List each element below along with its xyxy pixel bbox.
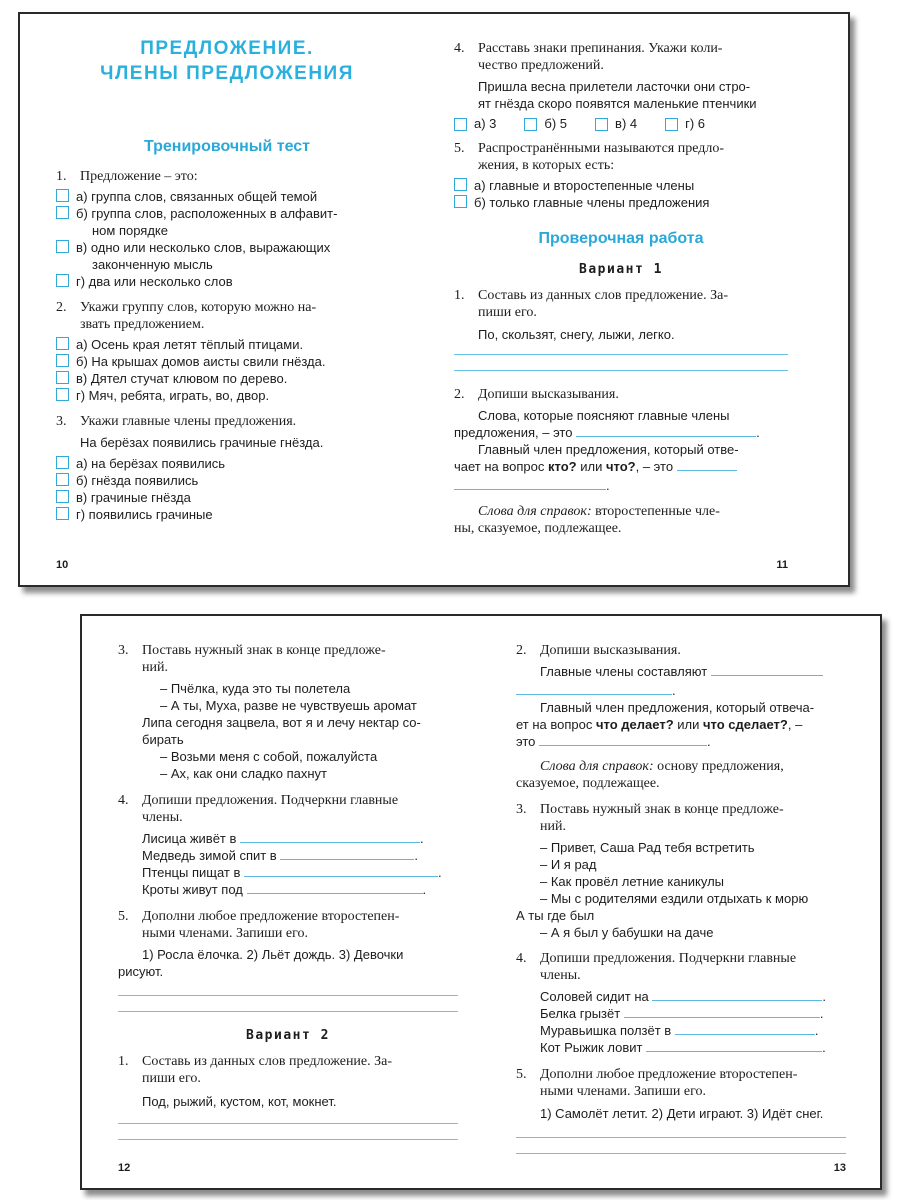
- choice-a[interactable]: а) 3: [454, 116, 496, 131]
- question-4: 4. Расставь знаки препинания. Укажи коли- чество предложений. Пришла весна прилетели ласточки они стро- ят гнёзда скоро появятся маленькие птенчики а) 3 б) 5 в) 4 г) 6: [454, 41, 757, 131]
- checkbox[interactable]: [56, 274, 69, 287]
- option-b[interactable]: б) только главные члены предложения: [454, 194, 788, 211]
- answer-blank[interactable]: [646, 1039, 822, 1052]
- variant1-question-1: 1. Составь из данных слов предложение. За- пиши его. По, скользят, снегу, лыжи, легко.: [454, 287, 788, 371]
- checkbox[interactable]: [56, 473, 69, 486]
- checkbox[interactable]: [454, 118, 467, 131]
- page-13: 2. Допиши высказывания. Главные члены составляют . Главный член предложения, который отвеча- ет на вопрос что делает? или что сделает?, – это . Слова для справок: основу предложения, сказуемое, подлежащее. 3. Поставь нужный знак в конце предложе- ний. – Привет, Саша Рад тебя встретить – И я рад – Как провёл летние каникулы – Мы с родителями ездили отдыхать к морю А ты где был – А я был у бабушки на даче 4. Допиши предложения. Подчеркни главные члены. Соловей сидит на . Белка грызёт . Муравьишка ползёт в . Кот Рыжик ловит . 5. Дополни любое предложение второстепен- ными членами. Запиши его. 1) Самолёт летит. 2) Дети играют. 3) Идёт снег. 13: [516, 643, 846, 1174]
- page-number: 12: [118, 1162, 131, 1174]
- section-heading: Проверочная работа: [538, 230, 704, 247]
- answer-blank[interactable]: [576, 424, 756, 437]
- checkbox[interactable]: [56, 371, 69, 384]
- choice-d[interactable]: г) 6: [665, 116, 705, 131]
- variant-heading: Вариант 1: [579, 262, 663, 277]
- page-12: [118, 616, 458, 1188]
- option-a[interactable]: а) главные и второстепенные члены: [454, 177, 788, 194]
- question-5: 5. Дополни любое предложение второстепен- ными членами. Запиши его. 1) Самолёт летит. 2) Дети играют. 3) Идёт снег.: [516, 1066, 846, 1154]
- checkbox[interactable]: [454, 195, 467, 208]
- question-3: 3. Поставь нужный знак в конце предложе- ний. – Пчёлка, куда это ты полетела – А ты, Муха, разве не чувствуешь аромат Липа сегодня зацвела, вот я и лечу нектар со- бирать – Возьми меня с собой, пожалуйста – Ах, как они сладко пахнут: [118, 643, 421, 781]
- answer-blank[interactable]: [675, 1022, 815, 1035]
- option-b[interactable]: б) На крышах домов аисты свили гнёзда.: [56, 353, 398, 370]
- answer-line[interactable]: [454, 370, 788, 371]
- checkbox[interactable]: [56, 490, 69, 503]
- checkbox[interactable]: [56, 456, 69, 469]
- answer-blank[interactable]: [454, 477, 606, 490]
- answer-blank[interactable]: [244, 864, 438, 877]
- checkbox[interactable]: [56, 189, 69, 202]
- checkbox[interactable]: [56, 337, 69, 350]
- answer-line[interactable]: [516, 1137, 846, 1138]
- answer-line[interactable]: [454, 354, 788, 355]
- variant-heading: Вариант 2: [246, 1028, 330, 1043]
- checkbox[interactable]: [56, 240, 69, 253]
- checkbox[interactable]: [56, 206, 69, 219]
- answer-blank[interactable]: [280, 847, 414, 860]
- answer-blank[interactable]: [711, 663, 823, 676]
- spread-pages-12-13: [80, 614, 882, 1190]
- reference-words: Слова для справок: второстепенные чле-: [478, 504, 720, 519]
- checkbox[interactable]: [56, 507, 69, 520]
- option-a[interactable]: а) группа слов, связанных общей темой: [56, 188, 398, 205]
- answer-blank[interactable]: [677, 458, 737, 471]
- option-d[interactable]: г) два или несколько слов: [56, 273, 398, 290]
- checkbox[interactable]: [56, 388, 69, 401]
- choice-b[interactable]: б) 5: [524, 116, 567, 131]
- question-3: 3. Поставь нужный знак в конце предложе- ний. – Привет, Саша Рад тебя встретить – И я рад – Как провёл летние каникулы – Мы с родителями ездили отдыхать к морю А ты где был – А я был у бабушки на даче: [516, 802, 809, 940]
- reference-words: Слова для справок: основу предложения,: [540, 759, 784, 774]
- question-4: 4. Допиши предложения. Подчеркни главные члены. Соловей сидит на . Белка грызёт . Муравьишка ползёт в . Кот Рыжик ловит .: [516, 951, 826, 1055]
- question-3: 3. Укажи главные члены предложения. На берёзах появились грачиные гнёзда. а) на берёзах появились б) гнёзда появились в) грачиные гнёзда г) появились грачиные: [56, 413, 398, 523]
- option-c[interactable]: в) одно или несколько слов, выражающих: [56, 239, 398, 256]
- option-d[interactable]: г) Мяч, ребята, играть, во, двор.: [56, 387, 398, 404]
- checkbox[interactable]: [595, 118, 608, 131]
- page-number: 10: [56, 559, 69, 571]
- option-c[interactable]: в) грачиные гнёзда: [56, 489, 398, 506]
- answer-blank[interactable]: [539, 733, 707, 746]
- answer-blank[interactable]: [247, 881, 423, 894]
- answer-blank[interactable]: [240, 830, 420, 843]
- page-number: 11: [776, 559, 788, 571]
- answer-blank[interactable]: [624, 1005, 820, 1018]
- question-2: 2. Укажи группу слов, которую можно на- звать предложением. а) Осень края летят тёплый птицами. б) На крышах домов аисты свили гнёзда. в) Дятел стучат клювом по дерево. г) Мяч, ребята, играть, во, двор.: [56, 299, 398, 404]
- option-b[interactable]: б) группа слов, расположенных в алфавит-: [56, 205, 398, 222]
- section-heading: Тренировочный тест: [143, 138, 311, 155]
- option-b[interactable]: б) гнёзда появились: [56, 472, 398, 489]
- spread-pages-10-11: [18, 12, 850, 587]
- variant2-question-1: 1. Составь из данных слов предложение. За- пиши его. Под, рыжий, кустом, кот, мокнет.: [118, 1053, 458, 1140]
- answer-line[interactable]: [118, 995, 458, 996]
- answer-line[interactable]: [118, 1123, 458, 1124]
- answer-line[interactable]: [118, 1139, 458, 1140]
- page-10: [56, 14, 398, 585]
- option-c[interactable]: в) Дятел стучат клювом по дерево.: [56, 370, 398, 387]
- page-number: 13: [833, 1162, 846, 1174]
- answer-line[interactable]: [118, 1011, 458, 1012]
- checkbox[interactable]: [524, 118, 537, 131]
- answer-line[interactable]: [516, 1153, 846, 1154]
- checkbox[interactable]: [665, 118, 678, 131]
- checkbox[interactable]: [454, 178, 467, 191]
- page-11: 4. Расставь знаки препинания. Укажи коли- чество предложений. Пришла весна прилетели ласточки они стро- ят гнёзда скоро появятся маленькие птенчики а) 3 б) 5 в) 4 г) 6 5. Распространёнными называются предло- жения, в которых есть: а) главные и второстепенные члены б) только главные члены предложения Проверочная работа Вариант 1 1. Составь из данных слов предложение. За- пиши его. По, скользят, снегу, лыжи, легко. 2. Допиши высказывания. Слова, которые поясняют главные члены предложения, – это . Главный член предложения, который отве- чает на вопрос кто? или что?, – это . Слова для справок: второстепенные чле- ны, сказуемое, подлежащее. 11: [454, 41, 788, 571]
- option-d[interactable]: г) появились грачиные: [56, 506, 398, 523]
- page-title: ПРЕДЛОЖЕНИЕ. ЧЛЕНЫ ПРЕДЛОЖЕНИЯ: [100, 38, 354, 84]
- answer-blank[interactable]: [516, 682, 672, 695]
- question-5: 5. Распространёнными называются предло- жения, в которых есть: а) главные и второстепенные члены б) только главные члены предложения: [454, 140, 788, 211]
- question-4: 4. Допиши предложения. Подчеркни главные члены. Лисица живёт в . Медведь зимой спит в . Птенцы пищат в . Кроты живут под .: [118, 793, 442, 897]
- checkbox[interactable]: [56, 354, 69, 367]
- answer-blank[interactable]: [652, 988, 822, 1001]
- choice-c[interactable]: в) 4: [595, 116, 637, 131]
- variant1-question-2: 2. Допиши высказывания. Слова, которые поясняют главные члены предложения, – это . Главный член предложения, который отве- чает на вопрос кто? или что?, – это .: [454, 387, 760, 493]
- question-2: 2. Допиши высказывания. Главные члены составляют . Главный член предложения, который отвеча- ет на вопрос что делает? или что сделает?, – это .: [516, 642, 846, 750]
- question-5: 5. Дополни любое предложение второстепен- ными членами. Запиши его. 1) Росла ёлочка. 2) Льёт дождь. 3) Девочки рисуют.: [118, 908, 458, 1012]
- option-a[interactable]: а) Осень края летят тёплый птицами.: [56, 336, 398, 353]
- question-1: 1. Предложение – это: а) группа слов, связанных общей темой б) группа слов, расположенных в алфавит- ном порядке в) одно или несколько слов, выражающих законченную мысль г) два или несколько слов: [56, 168, 398, 290]
- option-a[interactable]: а) на берёзах появились: [56, 455, 398, 472]
